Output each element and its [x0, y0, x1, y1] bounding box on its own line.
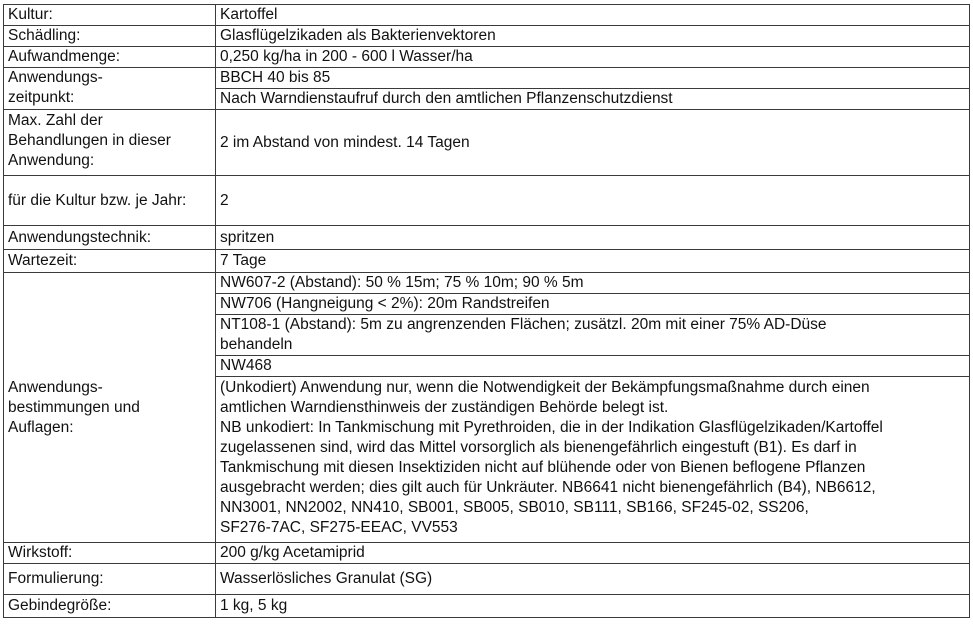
label-anwendungstechnik: Anwendungstechnik: [4, 226, 216, 250]
row-formulierung [4, 564, 970, 595]
value-wirkstoff: 200 g/kg Acetamiprid [216, 543, 970, 564]
row-gebindegroesse [4, 595, 970, 618]
row-je-jahr [4, 176, 970, 226]
row-schaedling [4, 26, 970, 47]
label-wartezeit: Wartezeit: [4, 250, 216, 273]
label-max-behandlungen: Max. Zahl der Behandlungen in dieser Anwendung: [4, 110, 216, 176]
row-anwendungszeitpunkt-1 [4, 68, 970, 89]
value-schaedling: Glasflügelzikaden als Bakterienvektoren [216, 26, 970, 47]
row-anwendungstechnik [4, 226, 970, 250]
label-bestimmungen: Anwendungs- bestimmungen und Auflagen: [4, 273, 216, 543]
value-bestimmung-nw706: NW706 (Hangneigung < 2%): 20m Randstreifen [216, 294, 970, 315]
row-kultur [4, 5, 970, 26]
row-max-behandlungen [4, 110, 970, 176]
value-gebindegroesse: 1 kg, 5 kg [216, 595, 970, 618]
row-aufwandmenge [4, 47, 970, 68]
label-anwendungszeitpunkt: Anwendungs- zeitpunkt: [4, 68, 216, 110]
label-formulierung: Formulierung: [4, 564, 216, 595]
value-anwendungszeitpunkt-warndienst: Nach Warndienstaufruf durch den amtlichen Pflanzenschutzdienst [216, 89, 970, 110]
value-max-behandlungen: 2 im Abstand von mindest. 14 Tagen [216, 110, 970, 176]
row-wartezeit [4, 250, 970, 273]
row-bestimmungen-1 [4, 273, 970, 294]
label-schaedling: Schädling: [4, 26, 216, 47]
value-wartezeit: 7 Tage [216, 250, 970, 273]
label-kultur: Kultur: [4, 5, 216, 26]
value-bestimmung-nw468: NW468 [216, 356, 970, 377]
label-je-jahr: für die Kultur bzw. je Jahr: [4, 176, 216, 226]
value-bestimmung-nw607: NW607-2 (Abstand): 50 % 15m; 75 % 10m; 90 % 5m [216, 273, 970, 294]
value-bestimmung-nt108: NT108-1 (Abstand): 5m zu angrenzenden Flächen; zusätzl. 20m mit einer 75% AD-Düse behandeln [216, 315, 970, 356]
value-formulierung: Wasserlösliches Granulat (SG) [216, 564, 970, 595]
value-anwendungszeitpunkt-bbch: BBCH 40 bis 85 [216, 68, 970, 89]
pesticide-approval-table [3, 4, 970, 618]
label-aufwandmenge: Aufwandmenge: [4, 47, 216, 68]
value-kultur: Kartoffel [216, 5, 970, 26]
value-je-jahr: 2 [216, 176, 970, 226]
label-gebindegroesse: Gebindegröße: [4, 595, 216, 618]
value-bestimmung-unkodiert: (Unkodiert) Anwendung nur, wenn die Notwendigkeit der Bekämpfungsmaßnahme durch einen amtlichen Warndiensthinweis der zuständigen Behörde belegt ist. NB unkodiert: In Tankmischung mit Pyrethroiden, die in der Indikation Glasflügelzikaden/Kartoffel zugelassenen sind, wird das Mittel vorsorglich als bienengefährlich eingestuft (B1). Es darf in Tankmischung mit diesen Insektiziden nicht auf blühende oder von Bienen beflogene Pflanzen ausgebracht werden; dies gilt auch für Unkräuter. NB6641 nicht bienengefährlich (B4), NB6612, NN3001, NN2002, NN410, SB001, SB005, SB010, SB111, SB166, SF245-02, SS206, SF276-7AC, SF275-EEAC, VV553 [216, 377, 970, 543]
row-wirkstoff [4, 543, 970, 564]
value-anwendungstechnik: spritzen [216, 226, 970, 250]
label-wirkstoff: Wirkstoff: [4, 543, 216, 564]
value-aufwandmenge: 0,250 kg/ha in 200 - 600 l Wasser/ha [216, 47, 970, 68]
